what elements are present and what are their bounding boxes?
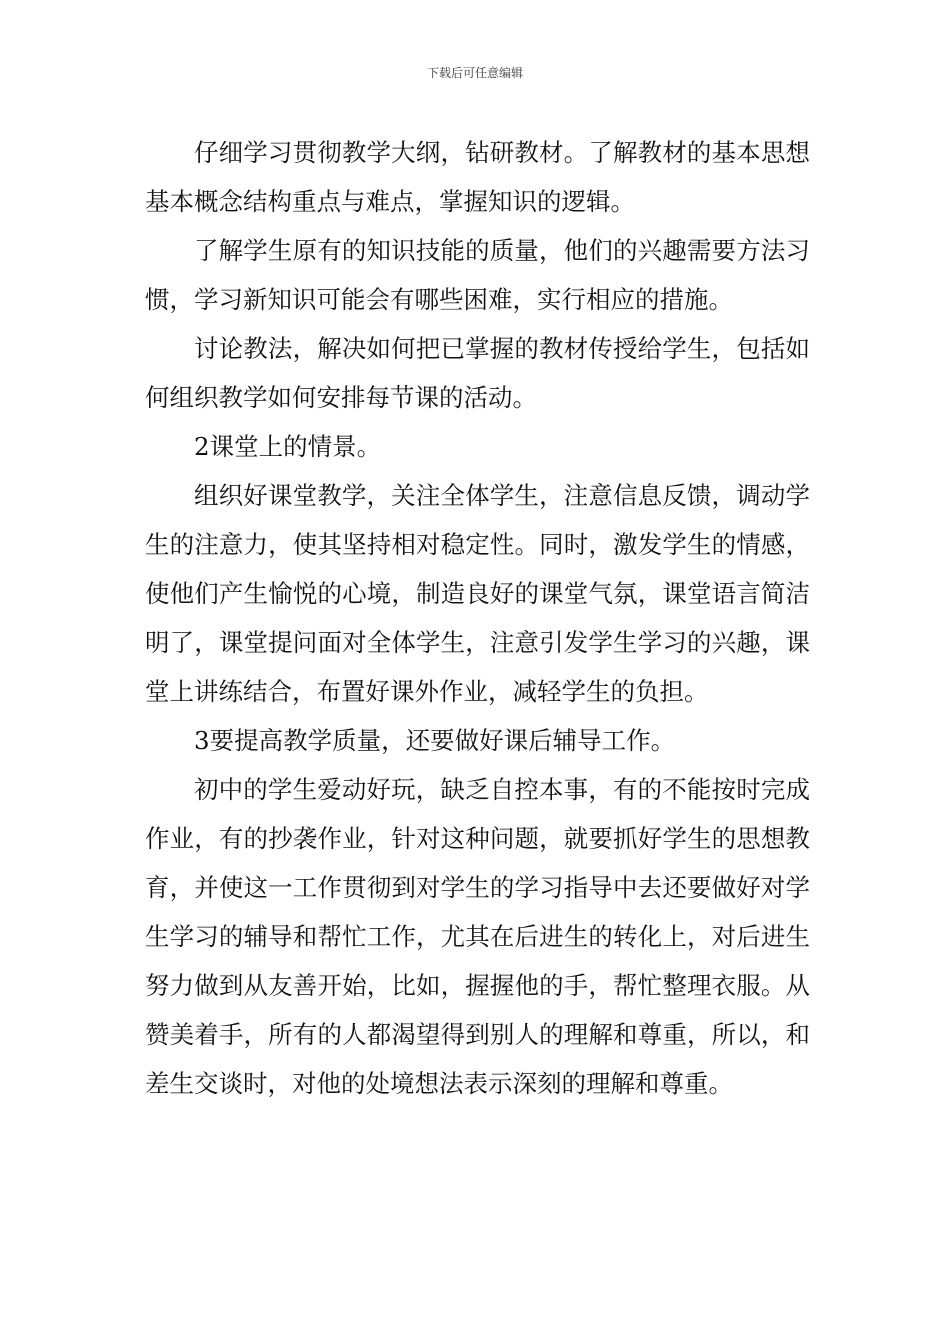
paragraph-4: 组织好课堂教学，关注全体学生，注意信息反馈，调动学生的注意力，使其坚持相对稳定性。同时，激发学生的情感，使他们产生愉悦的心境，制造良好的课堂气氛，课堂语言简洁明了，课堂提问面对全体学生，注意引发学生学习的兴趣，课堂上讲练结合，布置好课外作业，减轻学生的负担。 xyxy=(145,481,810,706)
document-body xyxy=(145,128,810,1108)
paragraph-2: 了解学生原有的知识技能的质量，他们的兴趣需要方法习惯，学习新知识可能会有哪些困难，实行相应的措施。 xyxy=(145,236,810,314)
paragraph-1: 仔细学习贯彻教学大纲，钻研教材。了解教材的基本思想基本概念结构重点与难点，掌握知识的逻辑。 xyxy=(145,138,810,216)
section-heading-3: 3要提高教学质量，还要做好课后辅导工作。 xyxy=(194,726,676,755)
paragraph-3: 讨论教法，解决如何把已掌握的教材传授给学生，包括如何组织教学如何安排每节课的活动。 xyxy=(145,334,810,412)
paragraph-5: 初中的学生爱动好玩，缺乏自控本事，有的不能按时完成作业，有的抄袭作业，针对这种问题，就要抓好学生的思想教育，并使这一工作贯彻到对学生的学习指导中去还要做好对学生学习的辅导和帮忙工作，尤其在后进生的转化上，对后进生努力做到从友善开始，比如，握握他的手，帮忙整理衣服。从赞美着手，所有的人都渴望得到别人的理解和尊重，所以，和差生交谈时，对他的处境想法表示深刻的理解和尊重。 xyxy=(145,775,810,1098)
section-heading-2: 2课堂上的情景。 xyxy=(194,432,382,461)
page-header: 下载后可任意编辑 xyxy=(426,66,523,80)
